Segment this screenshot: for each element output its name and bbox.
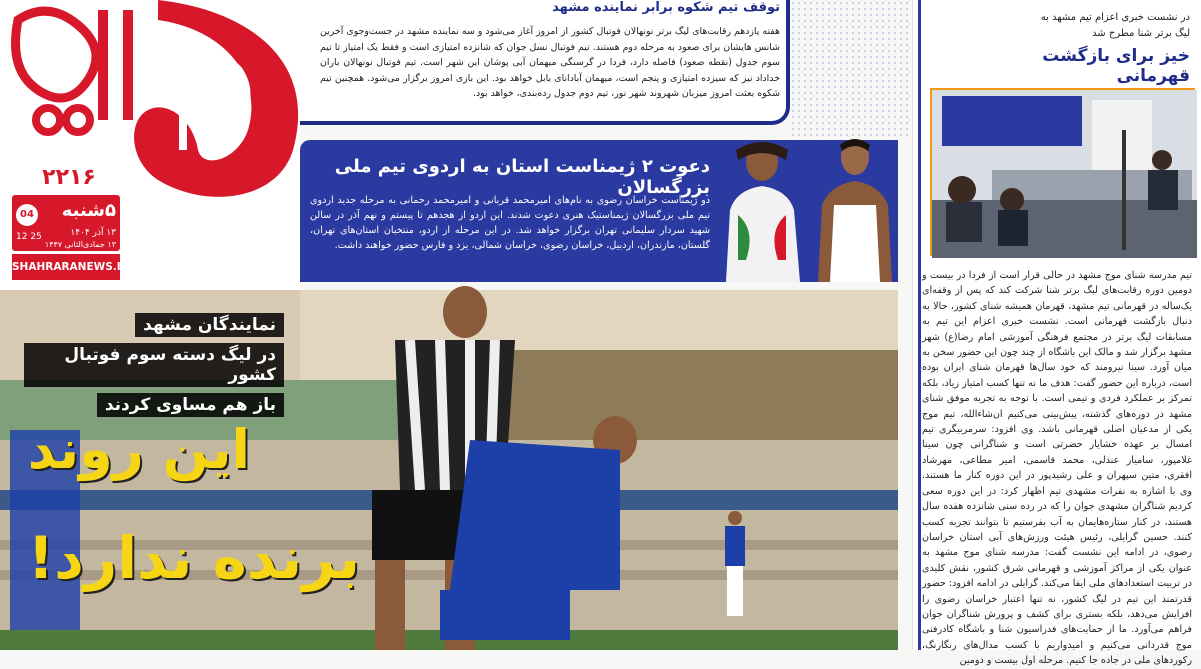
dotted-pattern bbox=[790, 0, 910, 140]
kicker-line-2: در لیگ دسته سوم فوتبال کشور bbox=[24, 343, 284, 387]
main-story-kicker bbox=[24, 310, 284, 420]
athlete-photo-1 bbox=[716, 140, 808, 282]
date-shamsi: ۱۳ آذر ۱۴۰۴ bbox=[70, 228, 116, 238]
column-divider bbox=[918, 0, 921, 650]
date-gregorian: 12 25 bbox=[16, 232, 42, 242]
athlete-photo-2 bbox=[812, 133, 898, 282]
main-headline-line-2[interactable]: برنده ندارد! bbox=[27, 524, 360, 592]
newspaper-logo bbox=[8, 0, 298, 190]
issue-number: ۲۲۱۶ bbox=[42, 165, 96, 190]
weekday-label: ۵شنبه bbox=[61, 200, 116, 221]
gymnast-headline[interactable]: دعوت ۲ ژیمناست استان به اردوی تیم ملی بزرگسالان bbox=[334, 156, 710, 198]
top-article-headline[interactable]: توقف تیم شکوه برابر نماینده مشهد bbox=[552, 0, 780, 15]
top-article-body: هفته یازدهم رقابت‌های لیگ برتر نونهالان فوتبال کشور از امروز آغاز می‌شود و سه نماینده مشهد در جست‌وجوی آخرین شانس هایشان برای صعود به مرحله دوم هستند. تیم فوتبال نسل جوان که شانزده امتیازی است و فقط یک امتیاز تا تیم سوم جدول (نقطه صعود) فاصله دارد، فردا در گرسنگی میهمان آبی پوشان این شهر است. تیم فوتبال نونهالان باران خداداد نیز که سیزده امتیازی و پنجم است، میهمان آبادانای بابل خواهد بود. این بازی امروز برگزار می‌شود. همچنین تیم شکوه بعثت امروز میزبان شهروند شهر نور، تیم دوم جدول رده‌بندی، خواهد بود. bbox=[320, 26, 780, 99]
gymnast-body: دو ژیمناست خراسان رضوی به نام‌های امیرمحمد قربانی و امیرمحمد رحمانی به مرحله جدید اردوی تیم ملی بزرگسالان ژیمناستیک هنری دعوت شدند. این اردو از هجدهم تا پیستم و نهم آذر در سالن شهید سردار سلیمانی تهران برگزار خواهد شد. در این مرحله از اردو، منتخبان استان‌های تهران، گلستان، مازندران، اردبیل، خراسان رضوی، خراسان شمالی، یزد و فارس حضور خواهند داشت. bbox=[310, 195, 710, 251]
right-headline[interactable]: خیز برای بازگشت قهرمانی bbox=[1042, 46, 1190, 86]
date-hijri: ۱۳ جمادی‌الثانی ۱۴۴۷ bbox=[44, 240, 116, 249]
kicker-line-1: نمایندگان مشهد bbox=[135, 313, 284, 337]
main-headline-line-1[interactable]: این روند bbox=[27, 418, 250, 481]
site-url[interactable]: SHAHRARANEWS.IR bbox=[12, 254, 120, 280]
press-conference-photo bbox=[930, 88, 1195, 256]
right-kicker: در نشست خبری اعزام تیم مشهد به لیگ برتر شنا مطرح شد bbox=[1040, 12, 1190, 39]
right-article-body: تیم مدرسه شنای موج مشهد در حالی قرار است از فردا در بیست و دومین دوره رقابت‌های لیگ برتر شنا شرکت کند که پس از وقفه‌ای یک‌ساله در قهرمانی تیم مشهد، قهرمان همیشه شنای کشور، حالا به دنبال بازگشت قهرمانی است. نشست خبری اعزام این تیم به مسابقات لیگ برتر در مجتمع فرهنگی آموزشی امام رضا(ع) شهر مشهد برگزار شد و مالک این باشگاه از چند چون این حضور سخن به میان آورد. سینا نیرومند که خود سال‌ها قهرمان شنای ایران بوده است، درباره این حضور گفت: هدف ما نه تنها کسب امتیاز زیاد، بلکه تمرکز بر عملکرد فردی و تیمی است. با توجه به تجربه موفق شنای مشهد در دوره‌های گذشته، پیش‌بینی می‌کنیم ان‌شاءالله، تیم موج یکی از مدعیان اصلی قهرمانی باشد. وی افزود: سرمربیگری تیم امسال بر عهده خشایار حضرتی است و شناگرانی چون سینا غلامپور، سامیار عندلی، محمد قاسمی، امیر مطاعی، مهرشاد افقری، متین سپهران و علی رشیدپور در این دوره کنار ما هستند. وی با اشاره به نفرات مشهدی تیم اظهار کرد: در این دوره سعی کردیم شناگران مشهدی جوان را که در رده سنی شانزده هفده سال هستند، در کنار ستاره‌هایمان به آب بفرستیم تا بتوانند تجربه کسب کنند. حسین گرایلی، رئیس هیئت ورزش‌های آبی استان خراسان رضوی، در ادامه این نشست گفت: مدرسه شنای موج مشهد به عنوان یکی از مراکز آموزشی و قهرمانی شرق کشور، نقش کلیدی در تربیت استعدادهای ملی ایفا می‌کند. گرایلی در ادامه افزود: حضور قدرتمند این تیم در لیگ کشور، نه تنها اعتبار خراسان رضوی را افزایش می‌دهد، بلکه بستری برای کشف و پرورش شناگران جوان فراهم می‌آورد. ما از حمایت‌های فدراسیون شنا و باشگاه کادرفنی موج قدردانی می‌کنیم و امیدواریم با کسب مدال‌های رنگارنگ، رکوردهای ملی در جاده جا کنیم. مرحله اول بیست و دومین bbox=[922, 270, 1192, 667]
kicker-line-3: باز هم مساوی کردند bbox=[97, 393, 284, 417]
issue-badge: 04 bbox=[16, 204, 38, 226]
